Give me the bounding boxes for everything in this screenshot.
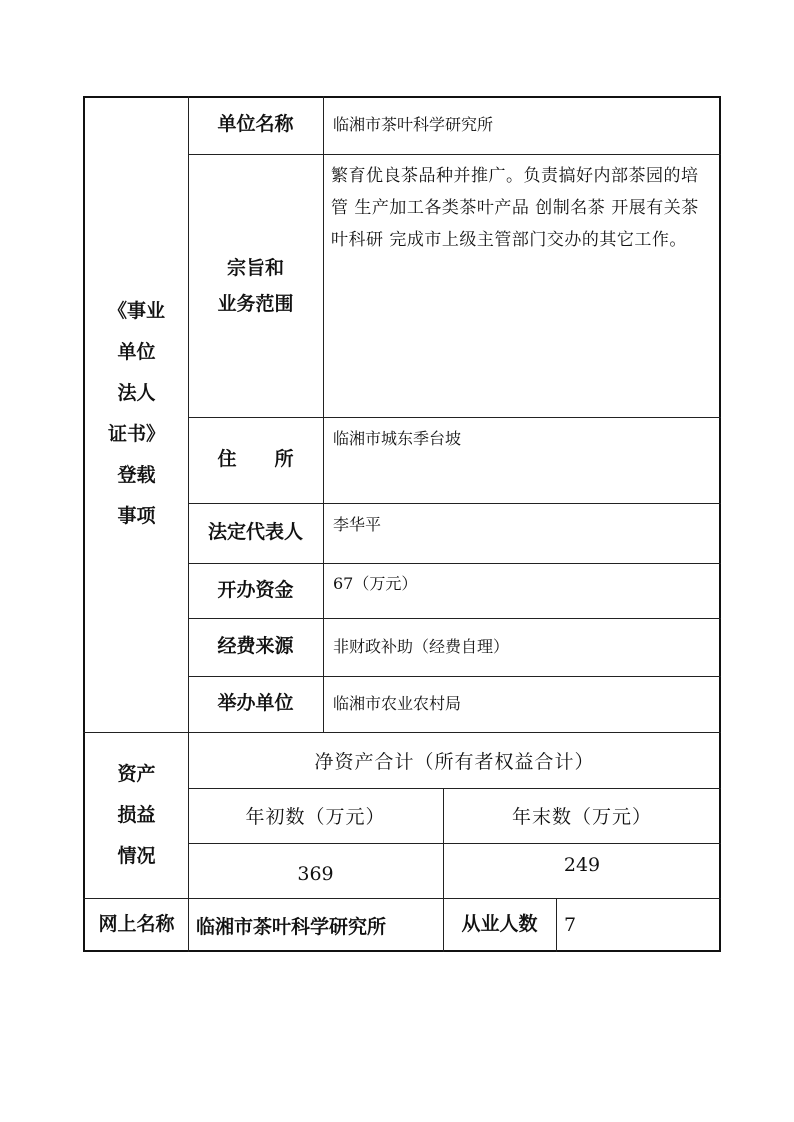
- purpose-label: 宗旨和 业务范围: [217, 256, 294, 315]
- capital-label: 开办资金: [217, 578, 294, 601]
- unit-name-label: 单位名称: [217, 113, 294, 136]
- online-name-label: 网上名称: [98, 913, 175, 936]
- assets-label: 资产 损益 情况: [117, 762, 156, 867]
- sponsor-label: 举办单位: [217, 692, 294, 715]
- unit-name-value: 临湘市茶叶科学研究所: [333, 115, 494, 134]
- online-name-value: 临湘市茶叶科学研究所: [196, 915, 387, 938]
- end-year-value: 249: [563, 853, 601, 876]
- sponsor-value: 临湘市农业农村局: [333, 694, 462, 713]
- begin-year-value: 369: [297, 862, 334, 885]
- purpose-value: 繁育优良茶品种并推广。负责搞好内部茶园的培管 生产加工各类茶叶产品 创制名茶 开展有关茶叶科研 完成市上级主管部门交办的其它工作。: [331, 166, 699, 250]
- funding-label: 经费来源: [217, 635, 294, 658]
- end-year-label: 年末数（万元）: [511, 806, 652, 828]
- address-value: 临湘市城东季台坡: [333, 429, 462, 448]
- staff-count-label: 从业人数: [461, 913, 538, 936]
- funding-value: 非财政补助（经费自理）: [333, 637, 510, 656]
- net-assets-header: 净资产合计（所有者权益合计）: [314, 750, 595, 773]
- registration-items-label: 《事业 单位 法人 证书》 登载 事项: [107, 300, 165, 527]
- address-label: 住 所: [217, 448, 294, 471]
- legal-rep-label: 法定代表人: [207, 521, 303, 544]
- begin-year-label: 年初数（万元）: [245, 806, 386, 828]
- legal-rep-value: 李华平: [333, 515, 382, 534]
- registration-table: [83, 96, 721, 952]
- staff-count-value: 7: [564, 914, 577, 936]
- capital-value: 67（万元）: [333, 574, 418, 593]
